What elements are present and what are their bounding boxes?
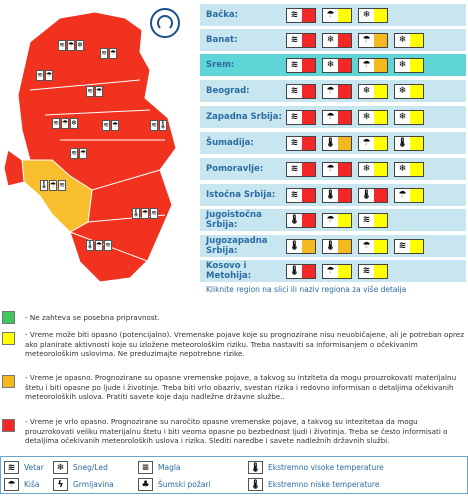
warning-level-orange: [374, 59, 387, 72]
serbia-map[interactable]: [0, 0, 200, 302]
warning-box[interactable]: [286, 84, 316, 99]
map-icons-zapadna-srbija[interactable]: [52, 118, 78, 129]
warning-level-red: [338, 111, 351, 124]
legend-text-orange: - Vreme je opasno. Prognozirane su opasne vremenske pojave, a takvog su intziteta da mogu prouzrokovati materijalnu štetu i biti opasne po ljude i životinje. Treba biti vrlo obazriv, svestan rizika i redovno informisan o detaljima očekivanih meteoroloških uslova. Pratiti savete koje daju nadležne državne službe..: [25, 373, 457, 402]
warning-box[interactable]: [286, 58, 316, 73]
rain-icon: ☂: [359, 34, 374, 47]
region-name-link[interactable]: Bačka:: [206, 10, 239, 20]
region-row[interactable]: [200, 54, 466, 76]
rain-icon: ☂: [323, 111, 338, 124]
region-name-link[interactable]: Jugoistočna Srbija:: [206, 210, 262, 230]
warning-level-red: [338, 163, 351, 176]
region-name-link[interactable]: Srem:: [206, 60, 235, 70]
snow-ice-icon: ❄: [71, 119, 77, 127]
high-temperature-icon: 🌡: [158, 121, 168, 129]
warning-level-orange: [338, 137, 351, 150]
key-label-high-temp: Ekstremno visoke temperature: [268, 463, 384, 472]
snow-ice-icon: ❄: [359, 111, 374, 124]
rain-icon: ☂: [323, 85, 338, 98]
warning-level-yellow: [338, 9, 351, 22]
region-row[interactable]: [200, 4, 466, 26]
warning-box[interactable]: [286, 264, 316, 279]
legend-swatch-orange: [2, 375, 15, 388]
high-temperature-icon: 🌡: [85, 241, 95, 249]
rain-icon: ☂: [111, 121, 119, 129]
wind-icon: ≋: [71, 149, 77, 157]
region-warnings: [286, 188, 424, 203]
warning-box[interactable]: [322, 33, 352, 48]
legend-item-red: [2, 417, 465, 446]
key-label-thunderstorm: Grmljavina: [73, 480, 114, 489]
snow-ice-icon: ❄: [77, 41, 83, 49]
warning-box[interactable]: [322, 239, 352, 254]
warning-box[interactable]: [286, 8, 316, 23]
warning-level-red: [302, 59, 315, 72]
warning-box[interactable]: [286, 136, 316, 151]
key-label-rain: Kiša: [24, 480, 40, 489]
map-icons-beograd[interactable]: [86, 86, 103, 97]
legend-text-red: - Vreme je vrlo opasno. Prognozirane su naročito opasne vremenske pojave, a takvog su intezitetaa da mogu prouzrokovati veliku materijalnu štetu i biti veoma opasne po bezbednost ljudi i životinja. Treba se često informisati o detaljima očekivanih meteoroloških uslova i rizika. Slediti naredbe i savete nadležnih državnih službi.: [25, 417, 448, 446]
warning-box[interactable]: [322, 136, 352, 151]
snow-ice-icon: ❄: [395, 59, 410, 72]
key-item-high-temp: [248, 461, 384, 474]
region-warnings: [286, 239, 424, 254]
warning-box[interactable]: [358, 110, 388, 125]
wind-icon: ≋: [287, 111, 302, 124]
region-name-link[interactable]: Jugozapadna Srbija:: [206, 236, 268, 256]
warning-box[interactable]: [358, 136, 388, 151]
snow-ice-icon: ❄: [359, 85, 374, 98]
region-row[interactable]: [200, 184, 466, 206]
wind-icon: ≋: [359, 214, 374, 227]
wind-icon: ≋: [59, 41, 65, 49]
wind-icon: ≋: [59, 181, 65, 189]
warning-level-yellow: [374, 240, 387, 253]
low-temperature-icon: 🌡: [324, 241, 337, 251]
warning-level-orange: [302, 240, 315, 253]
low-temperature-icon: 🌡: [396, 138, 409, 148]
rain-icon: ☂: [45, 71, 53, 79]
region-name-link[interactable]: Istočna Srbija:: [206, 190, 276, 200]
region-name-link[interactable]: Zapadna Srbija:: [206, 112, 282, 122]
key-label-snow: Sneg/Led: [73, 463, 108, 472]
warning-level-red: [302, 9, 315, 22]
legend-text-yellow: - Vreme može biti opasno (potencijalno). Vremenske pojave koje su prognozirane nisu neuobičajene, ali je potreban oprez ako planirate aktivnosti koje su izložene meteorološkim riziku. Treba nastaviti sa informisanjem o očekivanim meteorološkim uslovima. Ne preduzimajte nepotrebne rizike.: [25, 330, 464, 359]
wind-icon: ≋: [53, 119, 59, 127]
legend-swatch-green: [2, 311, 15, 324]
wind-icon: ≋: [287, 189, 302, 202]
thunderstorm-icon: ϟ: [53, 478, 68, 491]
warning-level-red: [302, 163, 315, 176]
warning-box[interactable]: [358, 188, 388, 203]
legend-item-yellow: [2, 330, 465, 359]
warning-box[interactable]: [394, 110, 424, 125]
key-item-wind: [4, 461, 44, 474]
region-row[interactable]: [200, 209, 466, 231]
warning-box[interactable]: [322, 84, 352, 99]
high-temperature-icon: 🌡: [324, 138, 337, 148]
map-icons-jugozapadna-srbija[interactable]: [40, 180, 66, 191]
region-name-link[interactable]: Šumadija:: [206, 138, 254, 148]
rain-icon: ☂: [49, 181, 57, 189]
map-icons-jugoistocna-srbija[interactable]: [132, 208, 158, 219]
region-row[interactable]: [200, 260, 466, 282]
warning-level-orange: [338, 240, 351, 253]
legend-swatch-red: [2, 419, 15, 432]
warning-level-red: [374, 189, 387, 202]
warning-level-yellow: [374, 137, 387, 150]
region-row[interactable]: [200, 106, 466, 128]
legend-swatch-yellow: [2, 332, 15, 345]
wind-icon: ≋: [287, 9, 302, 22]
snow-ice-icon: ❄: [395, 34, 410, 47]
warning-level-yellow: [410, 59, 423, 72]
warning-level-yellow: [374, 163, 387, 176]
high-temperature-icon: 🌡: [288, 215, 301, 225]
warning-box[interactable]: [394, 162, 424, 177]
warning-level-red: [338, 85, 351, 98]
warning-level-red: [338, 59, 351, 72]
warning-level-yellow: [374, 85, 387, 98]
snow-ice-icon: ❄: [323, 34, 338, 47]
wind-icon: ≋: [287, 59, 302, 72]
rain-icon: ☂: [395, 189, 410, 202]
map-icons-srem[interactable]: [36, 70, 53, 81]
wind-icon: ≋: [4, 461, 19, 474]
region-row[interactable]: [200, 29, 466, 51]
map-region-west[interactable]: [4, 150, 24, 186]
region-warnings: [286, 8, 388, 23]
wind-icon: ≋: [395, 240, 410, 253]
legend-text-green: - Ne zahteva se posebna pripravnost.: [25, 313, 160, 322]
high-temperature-icon: 🌡: [324, 190, 337, 200]
warning-box[interactable]: [286, 239, 316, 254]
warning-box[interactable]: [358, 84, 388, 99]
warning-box[interactable]: [286, 188, 316, 203]
warning-box[interactable]: [322, 162, 352, 177]
warning-level-orange: [374, 34, 387, 47]
region-warnings: [286, 162, 424, 177]
snow-ice-icon: ❄: [323, 59, 338, 72]
snow-ice-icon: ❄: [359, 9, 374, 22]
warning-level-yellow: [410, 240, 423, 253]
low-temperature-icon: 🌡: [360, 190, 373, 200]
key-item-thunderstorm: [53, 478, 114, 491]
region-row[interactable]: [200, 158, 466, 180]
low-temperature-icon: 🌡: [249, 479, 262, 490]
region-warnings: [286, 213, 388, 228]
map-svg[interactable]: [0, 0, 200, 302]
wind-icon: ≋: [287, 137, 302, 150]
warning-level-yellow: [374, 111, 387, 124]
wind-icon: ≋: [287, 85, 302, 98]
warning-level-yellow: [338, 214, 351, 227]
warning-level-yellow: [338, 265, 351, 278]
rain-icon: ☂: [323, 163, 338, 176]
warning-level-red: [302, 137, 315, 150]
warning-level-red: [302, 265, 315, 278]
warning-box[interactable]: [358, 239, 388, 254]
rain-icon: ☂: [323, 9, 338, 22]
region-row[interactable]: [200, 132, 466, 154]
high-temperature-icon: 🌡: [288, 241, 301, 251]
region-warnings: [286, 84, 424, 99]
region-warnings: [286, 33, 424, 48]
rain-icon: ☂: [61, 119, 69, 127]
warning-box[interactable]: [322, 8, 352, 23]
warning-level-yellow: [410, 137, 423, 150]
region-row[interactable]: [200, 235, 466, 257]
warning-box[interactable]: [286, 162, 316, 177]
wind-icon: ≋: [151, 209, 157, 217]
warning-level-red: [302, 111, 315, 124]
key-label-forest-fire: Šumski požari: [158, 480, 211, 489]
region-name-link[interactable]: Beograd:: [206, 86, 250, 96]
region-warnings: [286, 264, 388, 279]
key-item-low-temp: [248, 478, 379, 491]
key-label-low-temp: Ekstremno niske temperature: [268, 480, 380, 489]
map-icons-pomoravlje[interactable]: [102, 120, 119, 131]
icon-key: [0, 456, 468, 494]
warning-level-yellow: [374, 9, 387, 22]
wind-icon: ≋: [87, 87, 93, 95]
region-name-link[interactable]: Kosovo i Metohija:: [206, 261, 252, 281]
warning-box[interactable]: [286, 33, 316, 48]
wind-icon: ≋: [101, 49, 107, 57]
rain-icon: ☂: [359, 240, 374, 253]
key-item-forest-fire: [138, 478, 211, 491]
warning-box[interactable]: [358, 58, 388, 73]
wind-icon: ≋: [287, 34, 302, 47]
warning-level-yellow: [374, 265, 387, 278]
snow-ice-icon: ❄: [395, 85, 410, 98]
warning-box[interactable]: [322, 213, 352, 228]
wind-icon: ≋: [287, 163, 302, 176]
region-name-link[interactable]: Banat:: [206, 35, 238, 45]
warning-level-red: [302, 34, 315, 47]
warning-box[interactable]: [322, 264, 352, 279]
warning-box[interactable]: [322, 188, 352, 203]
rain-icon: ☂: [359, 137, 374, 150]
region-name-link[interactable]: Pomoravlje:: [206, 164, 264, 174]
snow-ice-icon: ❄: [359, 163, 374, 176]
wind-icon: ≋: [103, 121, 109, 129]
forest-fire-icon: ♣: [138, 478, 153, 491]
warning-level-yellow: [410, 163, 423, 176]
warning-level-yellow: [374, 214, 387, 227]
warning-box[interactable]: [322, 110, 352, 125]
rain-icon: ☂: [4, 478, 19, 491]
warning-box[interactable]: [286, 110, 316, 125]
high-temperature-icon: 🌡: [131, 209, 141, 217]
warning-level-yellow: [410, 34, 423, 47]
high-temperature-icon: 🌡: [288, 266, 301, 276]
warning-level-yellow: [410, 189, 423, 202]
key-item-fog: [138, 461, 181, 474]
warning-box[interactable]: [358, 213, 388, 228]
warning-box[interactable]: [394, 33, 424, 48]
wind-icon: ≋: [37, 71, 43, 79]
warning-box[interactable]: [322, 58, 352, 73]
warning-level-yellow: [410, 111, 423, 124]
legend-item-orange: [2, 373, 465, 402]
legend-item-green: [2, 309, 465, 324]
warning-box[interactable]: [358, 162, 388, 177]
high-temperature-icon: 🌡: [39, 181, 49, 189]
rain-icon: ☂: [109, 49, 117, 57]
snow-ice-icon: ❄: [395, 111, 410, 124]
map-icons-kosovo[interactable]: [86, 240, 112, 251]
rain-icon: ☂: [323, 214, 338, 227]
map-icons-sumadija[interactable]: [70, 148, 87, 159]
warning-box[interactable]: [358, 33, 388, 48]
warning-level-red: [302, 189, 315, 202]
warning-level-red: [302, 214, 315, 227]
region-warnings: [286, 110, 424, 125]
warning-box[interactable]: [394, 136, 424, 151]
wind-icon: ≋: [359, 265, 374, 278]
rain-icon: ☂: [359, 59, 374, 72]
rain-icon: ☂: [141, 209, 149, 217]
key-label-wind: Vetar: [24, 463, 44, 472]
region-row[interactable]: [200, 80, 466, 102]
region-warnings: [286, 136, 424, 151]
warning-level-red: [302, 85, 315, 98]
warning-level-red: [338, 189, 351, 202]
warning-box[interactable]: [394, 84, 424, 99]
warning-box[interactable]: [394, 239, 424, 254]
rain-icon: ☂: [323, 265, 338, 278]
warning-box[interactable]: [286, 213, 316, 228]
fog-icon: ≡: [138, 461, 153, 474]
region-warnings: [286, 58, 424, 73]
rhmz-logo: [150, 8, 180, 38]
rain-icon: ☂: [67, 41, 75, 49]
warning-box[interactable]: [394, 58, 424, 73]
warning-level-yellow: [410, 85, 423, 98]
map-icons-istocna-srbija[interactable]: [150, 120, 167, 131]
snow-ice-icon: ❄: [395, 163, 410, 176]
rain-icon: ☂: [79, 149, 87, 157]
rain-icon: ☂: [95, 87, 103, 95]
wind-icon: ≋: [151, 121, 157, 129]
warning-box[interactable]: [358, 264, 388, 279]
warning-box[interactable]: [358, 8, 388, 23]
warning-level-red: [338, 34, 351, 47]
snow-ice-icon: ❄: [53, 461, 68, 474]
key-item-snow: [53, 461, 108, 474]
key-label-fog: Magla: [158, 463, 181, 472]
high-temperature-icon: 🌡: [249, 462, 262, 473]
region-note: Kliknite region na slici ili naziv regiona za više detalja: [206, 285, 407, 294]
warning-box[interactable]: [394, 188, 424, 203]
rain-icon: ☂: [95, 241, 103, 249]
map-icons-backa[interactable]: [58, 40, 84, 51]
map-icons-banat[interactable]: [100, 48, 117, 59]
wind-icon: ≋: [105, 241, 111, 249]
key-item-rain: [4, 478, 40, 491]
